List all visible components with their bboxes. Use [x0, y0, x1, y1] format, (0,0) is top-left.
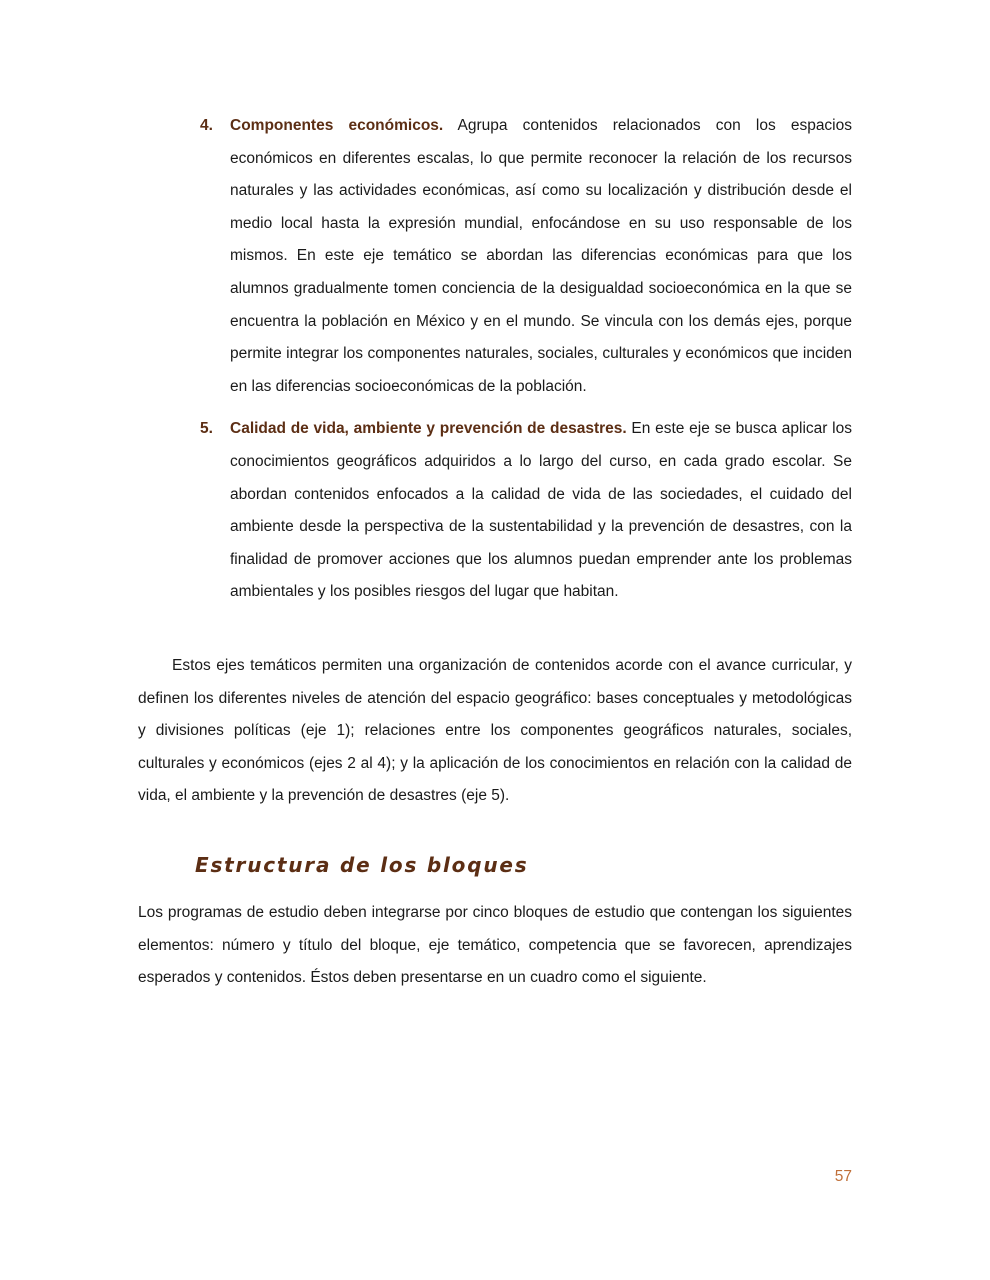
- paragraph-bloques: Los programas de estudio deben integrarse por cinco bloques de estudio que contengan los siguientes elementos: número y título del bloque, eje temático, competencia que se favorecen, aprendizajes esperados y contenidos. Éstos deben presentarse en un cuadro como el siguiente.: [138, 904, 852, 987]
- list-item-title: Calidad de vida, ambiente y prevención de desastres.: [230, 420, 627, 438]
- section-heading: Estructura de los bloques: [195, 853, 529, 877]
- list-item: [200, 110, 852, 403]
- list-item-number: 4.: [200, 117, 213, 134]
- numbered-list: [200, 110, 852, 619]
- list-item: [200, 413, 852, 609]
- list-item-text: En este eje se busca aplicar los conocimientos geográficos adquiridos a lo largo del curso, en cada grado escolar. Se abordan contenidos enfocados a la calidad de vida de las sociedades, el cuidado del ambiente desde la perspectiva de la sustentabilidad y la prevención de desastres, con la finalidad de promover acciones que los alumnos puedan emprender ante los problemas ambientales y los posibles riesgos del lugar que habitan.: [230, 420, 852, 601]
- paragraph-ejes: Estos ejes temáticos permiten una organización de contenidos acorde con el avance curricular, y definen los diferentes niveles de atención del espacio geográfico: bases conceptuales y metodológicas y divisiones políticas (eje 1); relaciones entre los componentes geográficos naturales, sociales, culturales y económicos (ejes 2 al 4); y la aplicación de los conocimientos en relación con la calidad de vida, el ambiente y la prevención de desastres (eje 5).: [138, 657, 852, 805]
- list-item-text: Agrupa contenidos relacionados con los espacios económicos en diferentes escalas, lo que permite reconocer la relación de los recursos naturales y las actividades económicas, así como su localización y distribución desde el medio local hasta la expresión mundial, enfocándose en su uso responsable de los mismos. En este eje temático se abordan las diferencias económicas para que los alumnos gradualmente tomen conciencia de la desigualdad socioeconómica en la que se encuentra la población en México y en el mundo. Se vincula con los demás ejes, porque permite integrar los componentes naturales, sociales, culturales y económicos que inciden en las diferencias socioeconómicas de la población.: [230, 117, 852, 395]
- list-item-title: Componentes económicos.: [230, 117, 444, 134]
- list-item-number: 5.: [200, 420, 213, 438]
- page-number: 57: [834, 1168, 852, 1185]
